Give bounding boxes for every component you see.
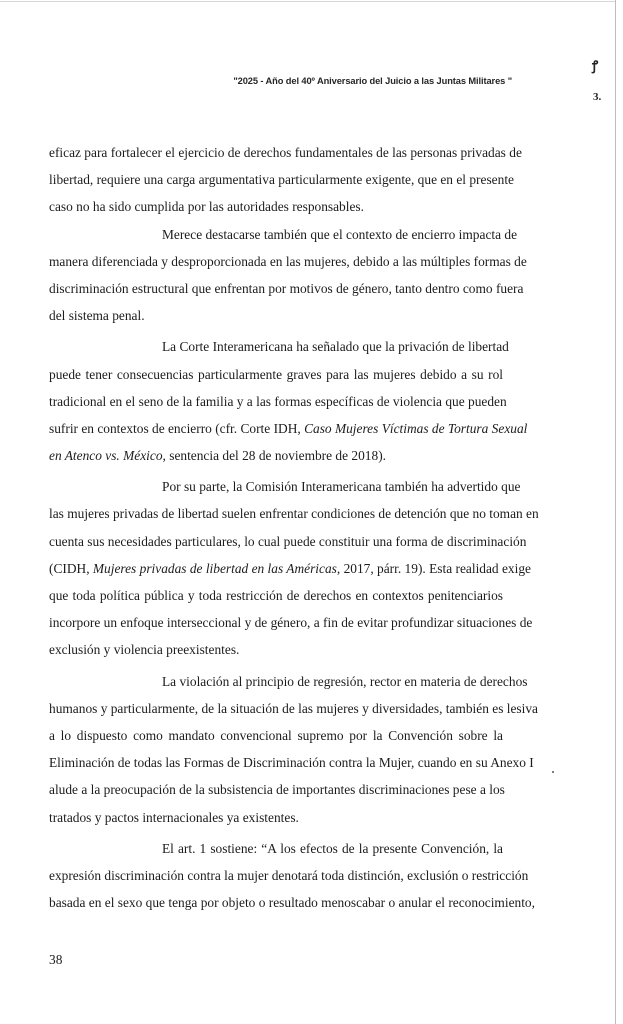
margin-initials: ꝭ bbox=[592, 58, 599, 73]
text-line: alude a la preocupación de la subsistencia de importantes discriminaciones pese a los bbox=[49, 782, 505, 798]
text-line bbox=[49, 415, 528, 442]
text-run: , sentencia del 28 de noviembre de 2018). bbox=[162, 448, 387, 464]
text-line: eficaz para fortalecer el ejercicio de derechos fundamentales de las personas privadas de bbox=[49, 145, 522, 160]
text-run: sufrir en contextos de encierro (cfr. Corte IDH, bbox=[49, 420, 305, 436]
text-line: libertad, requiere una carga argumentativa particularmente exigente, que en el presente bbox=[49, 172, 514, 188]
text-line: caso no ha sido cumplida por las autoridades responsables. bbox=[49, 199, 364, 215]
text-run: , 2017, párr. 19). Esta realidad exige bbox=[336, 560, 531, 576]
case-citation: Caso Mujeres Víctimas de Tortura Sexual bbox=[304, 420, 528, 436]
text-line: tratados y pactos internacionales ya existentes. bbox=[49, 809, 299, 825]
page-header: "2025 - Año del 40º Aniversario del Juicio a las Juntas Militares " bbox=[233, 76, 512, 86]
paragraph-first-line: El art. 1 sostiene: “A los efectos de la presente Convención, la bbox=[162, 840, 503, 856]
text-line: a lo dispuesto como mandato convencional supremo por la Convención sobre la bbox=[49, 727, 503, 743]
text-line: incorpore un enfoque interseccional y de género, a fin de evitar profundizar situaciones de bbox=[49, 615, 533, 631]
scan-speck bbox=[552, 771, 554, 773]
text-line bbox=[49, 555, 531, 582]
page-right-edge bbox=[615, 0, 616, 1024]
text-line: basada en el sexo que tenga por objeto o resultado menoscabar o anular el reconocimiento, bbox=[49, 895, 535, 911]
margin-folio-mark: 3. bbox=[593, 91, 602, 103]
text-line: que toda política pública y toda restricción de derechos en contextos penitenciarios bbox=[49, 588, 503, 603]
text-line: manera diferenciada y desproporcionada en las mujeres, debido a las múltiples formas de bbox=[49, 253, 527, 269]
report-citation: Mujeres privadas de libertad en las Américas bbox=[92, 560, 337, 576]
text-line bbox=[49, 442, 503, 469]
paragraph-first-line: La violación al principio de regresión, rector en materia de derechos bbox=[162, 673, 528, 689]
paragraph-first-line: Por su parte, la Comisión Interamericana también ha advertido que bbox=[162, 479, 521, 495]
case-citation: en Atenco vs. México bbox=[49, 448, 163, 464]
text-line: puede tener consecuencias particularmente graves para las mujeres debido a su rol bbox=[49, 366, 503, 382]
paragraph-first-line: La Corte Interamericana ha señalado que la privación de libertad bbox=[162, 339, 509, 355]
text-line: Eliminación de todas las Formas de Discriminación contra la Mujer, cuando en su Anexo I bbox=[49, 755, 534, 771]
text-run: (CIDH, bbox=[49, 560, 93, 576]
text-line: tradicional en el seno de la familia y a las formas específicas de violencia que pueden bbox=[49, 393, 507, 409]
paragraph-first-line: Merece destacarse también que el contexto de encierro impacta de bbox=[162, 226, 518, 242]
text-line: discriminación estructural que enfrentan por motivos de género, tanto dentro como fuera bbox=[49, 280, 524, 296]
text-line: cuenta sus necesidades particulares, lo cual puede constituir una forma de discriminación bbox=[49, 533, 527, 549]
text-line: expresión discriminación contra la mujer denotará toda distinción, exclusión o restricción bbox=[49, 867, 529, 883]
text-line: del sistema penal. bbox=[49, 308, 145, 324]
page-top-edge bbox=[0, 1, 616, 2]
page-number: 38 bbox=[49, 952, 63, 967]
text-line: las mujeres privadas de libertad suelen enfrentar condiciones de detención que no toman en bbox=[49, 506, 539, 522]
text-line: exclusión y violencia preexistentes. bbox=[49, 642, 240, 658]
body-text bbox=[49, 139, 539, 916]
text-line: humanos y particularmente, de la situación de las mujeres y diversidades, también es lesiva bbox=[49, 700, 538, 716]
